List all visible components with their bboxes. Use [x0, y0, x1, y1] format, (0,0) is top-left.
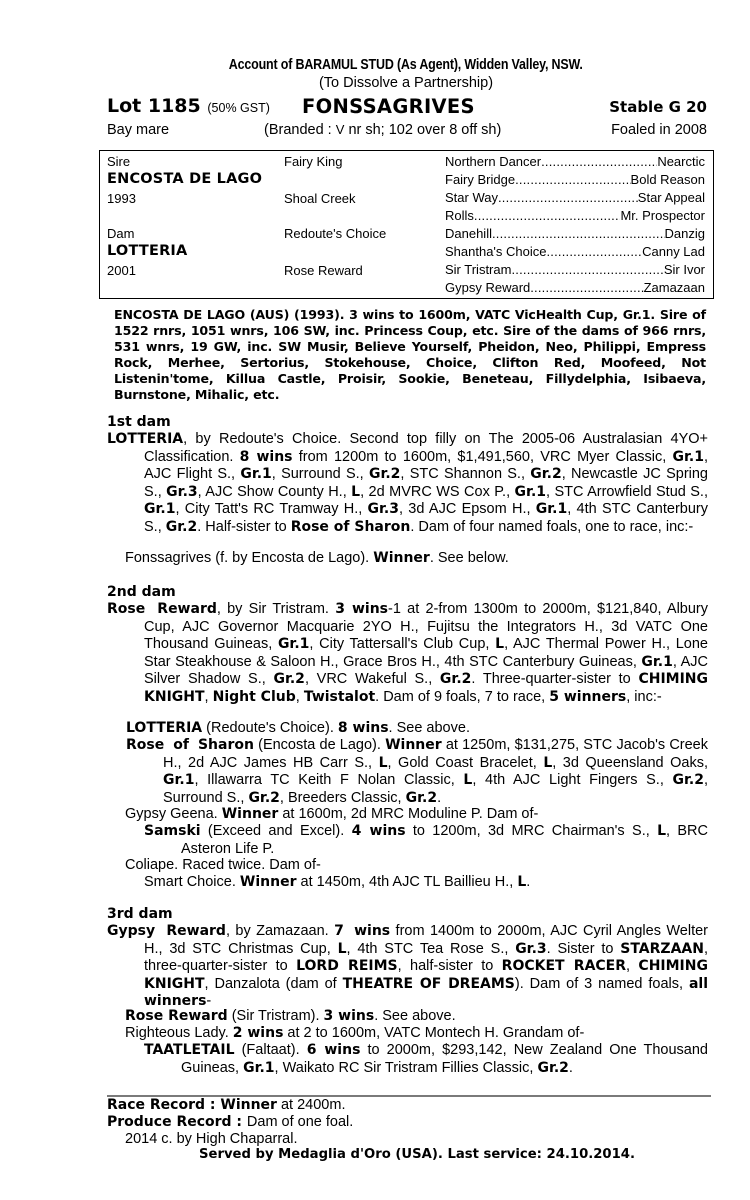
grade: Gr.2 [530, 466, 562, 482]
grade: Gr.1 [240, 466, 272, 482]
grade: L [337, 940, 347, 957]
text: . Raced twice. Dam of- [174, 857, 321, 873]
foaled-year: Foaled in 2008 [611, 122, 707, 138]
grade: Gr.1 [144, 501, 176, 517]
grade: Gr.2 [537, 1059, 569, 1076]
relative-name: CHIMING KNIGHT [144, 671, 709, 705]
gen3-row [445, 189, 705, 207]
text: , STC Arrowfield Stud S., [546, 483, 708, 500]
grade: Gr.3 [515, 940, 547, 957]
sale-note: (To Dissolve a Partnership) [318, 75, 494, 91]
text: (Exceed and Excel). [200, 823, 352, 839]
stable-location: Stable G 20 [609, 98, 707, 116]
text: - [206, 993, 212, 1009]
progeny-entry [126, 720, 706, 738]
text: . See above. [374, 1008, 456, 1024]
text: at 1450m, 4th AJC TL Baillieu H., [296, 874, 518, 890]
relative-name: LORD REIMS [296, 958, 398, 974]
progeny-entry [126, 737, 709, 807]
leader-dots [530, 279, 643, 297]
text: at 1600m, 2d MRC Moduline P. Dam of- [278, 806, 539, 822]
gen3-right: Nearctic [657, 154, 705, 169]
dam-name: LOTTERIA [107, 431, 184, 447]
leader-dots [511, 261, 663, 279]
grade: L [351, 483, 361, 500]
text: , Waikato RC Sir Tristram Fillies Classic, [274, 1059, 538, 1076]
text: . Sister to [546, 940, 621, 957]
second-dam-paragraph [107, 601, 709, 706]
text: , half-sister to [397, 958, 502, 974]
progeny-name: Righteous Lady [125, 1025, 225, 1041]
dam-dam: Rose Reward [284, 263, 363, 278]
sire-name: ENCOSTA DE LAGO [107, 171, 263, 187]
gen3-left: Gypsy Reward [445, 280, 531, 295]
text: , 4th STC Tea Rose S., [346, 940, 516, 957]
progeny-entry [125, 1025, 705, 1043]
dam-sire: Redoute's Choice [284, 226, 387, 241]
winners-count: all winners [144, 975, 708, 1009]
relative-name: CHIMING KNIGHT [144, 958, 708, 992]
relative-name: THEATRE OF DREAMS [342, 975, 515, 992]
wins: 8 wins [239, 448, 293, 465]
text: , Surround S., [163, 772, 708, 806]
gen3-right: Zamazaan [643, 280, 705, 295]
leader-dots [541, 153, 657, 171]
grade: Gr.2 [165, 518, 198, 535]
text: to 1200m, 3d MRC Chairman's S., [405, 823, 658, 839]
race-record-label: Race Record : [107, 1097, 221, 1113]
grade: Gr.2 [273, 671, 305, 687]
text: ). Dam of 3 named foals, [514, 975, 689, 992]
grade: Gr.2 [405, 789, 438, 806]
grade: Gr.3 [367, 501, 399, 517]
gen3-right: Sir Ivor [663, 262, 705, 277]
gen3-left: Fairy Bridge [445, 172, 516, 187]
text: , by Redoute's Choice. Second top filly on The 2005-06 Australasian 4YO+ Classification. [144, 431, 708, 465]
sire-dam: Shoal Creek [284, 191, 356, 206]
wins: 7 wins [334, 923, 391, 939]
first-dam-heading: 1st dam [107, 414, 171, 430]
result: Winner [385, 737, 442, 753]
leader-dots [498, 189, 638, 207]
race-record-text: at 2400m. [276, 1097, 346, 1113]
text: , Illawarra TC Keith F Nolan Classic, [194, 772, 464, 788]
text: from 1400m to 2000m, AJC Cyril Angles Welter H., 3d STC Christmas Cup, [144, 923, 708, 957]
text: . [568, 1059, 573, 1076]
text: at 2 to 1600m, VATC Montech H. Grandam of- [283, 1025, 585, 1041]
text: , City Tattersall's Club Cup, [309, 636, 496, 652]
produce-foal: 2014 c. by High Chaparral. [125, 1131, 298, 1147]
dam-name: LOTTERIA [107, 243, 188, 259]
text: , [295, 688, 304, 705]
text: , Surround S., [271, 466, 369, 482]
produce-record-label: Produce Record : [107, 1114, 247, 1130]
wins: 4 wins [351, 823, 406, 839]
text: , 4th AJC Light Fingers S., [472, 772, 673, 788]
race-record [107, 1097, 345, 1114]
relative-name: Rose of Sharon [290, 518, 411, 535]
text: , [204, 688, 213, 705]
vendor-account-text: Account of BARAMUL STUD (As Agent), Widden Valley, NSW. [229, 57, 583, 73]
text: . Dam of 9 foals, 7 to race, [375, 688, 550, 705]
relative-name: Night Club [212, 688, 296, 705]
gen3-right: Canny Lad [642, 244, 705, 259]
sire-summary: ENCOSTA DE LAGO (AUS) (1993). 3 wins to 1600m, VATC VicHealth Cup, Gr.1. Sire of 1522 rnrs, 1051 wnrs, 106 SW, inc. Princess Coup, etc. Sire of the dams of 966 rnrs, 531 wnrs, 19 GW, inc. SW Musir, Believe Yourself, Pheidon, Neo, Philippi, Empress Rock, Merhee, Sertorius, Stokehouse, Choice, Clifton Red, Moofeed, Not Listenin'tome, Killua Castle, Proisir, Sookie, Beneteau, Fillydelphia, Isibaeva, Burnstone, Mihalic, etc. [114, 307, 706, 402]
grade: Gr.2 [672, 772, 704, 788]
gst-note: (50% GST) [207, 101, 270, 115]
brand-description [264, 122, 501, 138]
text: (Sir Tristram). [227, 1008, 324, 1024]
grade: Gr.2 [439, 671, 472, 687]
text: , AJC Thermal Power H., Lone Star Steakhouse & Saloon H., Grace Bros H., 4th STC Canterbury Guineas, [144, 636, 708, 670]
text: , Breeders Classic, [279, 789, 406, 806]
text: , 3d AJC Epsom H., [399, 501, 536, 517]
gen3-row [445, 153, 705, 171]
text: , AJC Flight S., [144, 448, 708, 482]
gen3-left: Northern Dancer [445, 154, 542, 169]
text: , Gold Coast Bracelet, [387, 754, 544, 771]
third-dam-heading: 3rd dam [107, 906, 173, 922]
text: . Dam of four named foals, one to race, inc:- [410, 518, 694, 535]
text: , three-quarter-sister to [144, 940, 708, 974]
progeny-entry [144, 823, 708, 858]
progeny-name: Rose of Sharon [126, 737, 254, 753]
gen3-left: Shantha's Choice [445, 244, 547, 259]
text: , by Sir Tristram. [216, 601, 336, 617]
text: , by Zamazaan. [225, 923, 335, 939]
text: . Three-quarter-sister to [471, 671, 639, 687]
dam-name: Gypsy Reward [107, 923, 226, 939]
text: from 1200m to 1600m, $1,491,560, VRC Myer Classic, [292, 448, 673, 465]
vendor-account [0, 57, 750, 73]
dam-year: 2001 [107, 263, 136, 278]
brand-mark-icon: V [335, 122, 345, 137]
grade: L [543, 754, 553, 771]
result: Winner [239, 874, 297, 890]
text: , 4th STC Canterbury S., [144, 501, 708, 535]
brand-prefix: (Branded : [264, 122, 336, 138]
grade: L [378, 754, 388, 771]
progeny-name: TAATLETAIL [144, 1042, 235, 1058]
dam-name: Rose Reward [107, 601, 217, 617]
grade: Gr.1 [672, 448, 704, 465]
text: . See above. [388, 720, 470, 736]
text: , Newcastle JC Spring S., [144, 466, 708, 500]
gen3-right: Mr. Prospector [620, 208, 705, 223]
text: . [231, 874, 240, 890]
text: . [526, 874, 531, 890]
horse-details [107, 122, 707, 142]
gen3-row [445, 243, 705, 261]
produce-record [107, 1114, 353, 1131]
grade: Gr.3 [166, 483, 198, 500]
leader-dots [547, 243, 643, 261]
grade: Gr.1 [277, 636, 310, 652]
progeny-entry [125, 806, 705, 824]
text: , 2d MVRC WS Cox P., [360, 483, 515, 500]
wins: 2 wins [232, 1025, 284, 1041]
gen3-right: Bold Reason [630, 172, 705, 187]
leader-dots [515, 171, 630, 189]
leader-dots [474, 207, 621, 225]
grade: L [517, 874, 527, 890]
grade: L [495, 636, 505, 652]
gen3-row [445, 279, 705, 297]
text: -1 at 2-from 1300m to 2000m, $121,840, Albury Cup, AJC Governor Macquarie 2YO H., Fujitsu the Integrators H., 3d VATC One Thousand Guineas, [144, 601, 708, 652]
grade: Gr.1 [163, 772, 195, 788]
gen3-row [445, 171, 705, 189]
text: . See below. [429, 550, 509, 566]
grade: L [463, 772, 473, 788]
grade: Gr.1 [514, 483, 547, 500]
lot-number [107, 95, 270, 117]
third-dam-paragraph [107, 923, 708, 1011]
wins: 8 wins [337, 720, 389, 736]
text: at 1250m, $131,275, STC Jacob's Creek H., 2d AJC James HB Carr S., [163, 737, 709, 771]
gen3-right: Star Appeal [637, 190, 705, 205]
text: (Encosta de Lago). [253, 737, 386, 753]
dam-label: Dam [107, 226, 135, 241]
sire-year: 1993 [107, 191, 136, 206]
grade: Gr.2 [248, 789, 280, 806]
brand-suffix: nr sh; 102 over 8 off sh) [344, 122, 502, 138]
text: , 3d Queensland Oaks, [552, 754, 708, 771]
progeny-entry [144, 1042, 708, 1077]
progeny-name: Samski [144, 823, 201, 839]
gen3-left: Danehill [445, 226, 492, 241]
text: (Faltaat). [234, 1042, 307, 1058]
text: , AJC Silver Shadow S., [144, 653, 708, 687]
gen3-row [445, 225, 705, 243]
grade: L [657, 823, 666, 839]
progeny-entry [125, 857, 705, 875]
text: , City Tatt's RC Tramway H., [175, 501, 368, 517]
colour-sex: Bay mare [107, 122, 170, 138]
gen3-right: Danzig [664, 226, 705, 241]
gen3-row [445, 207, 705, 225]
pedigree-table [99, 150, 714, 299]
wins: 3 wins [335, 601, 389, 617]
progeny-entry [144, 874, 724, 892]
wins: 3 wins [323, 1008, 375, 1024]
grade: Gr.1 [535, 501, 568, 517]
text: (Redoute's Choice). [202, 720, 338, 736]
text: , BRC Asteron Life P. [181, 823, 708, 857]
text: , AJC Show County H., [197, 483, 352, 500]
second-dam-heading: 2nd dam [107, 584, 176, 600]
relative-name: ROCKET RACER [501, 958, 627, 974]
relative-name: Twistalot [303, 688, 376, 705]
sire-label: Sire [107, 154, 131, 169]
gen3-row [445, 261, 705, 279]
progeny-entry [125, 1008, 705, 1026]
race-record-result: Winner [220, 1097, 277, 1113]
produce-record-text: Dam of one foal. [246, 1114, 354, 1130]
grade: Gr.1 [641, 653, 673, 670]
lot-label: Lot 1185 [107, 95, 201, 117]
progeny-name: Rose Reward [125, 1008, 228, 1024]
first-dam-foal [125, 550, 705, 568]
result: Winner [373, 550, 430, 566]
leader-dots [492, 225, 665, 243]
relative-name: STARZAAN [620, 940, 704, 957]
grade: Gr.2 [368, 466, 401, 482]
progeny-name: Smart Choice [144, 874, 232, 890]
progeny-name: Coliape [125, 857, 175, 873]
text: , VRC Wakeful S., [304, 671, 440, 687]
wins: 6 wins [306, 1042, 361, 1058]
text: Fonssagrives (f. by Encosta de Lago). [125, 550, 374, 566]
text: , [626, 958, 639, 974]
grade: Gr.1 [243, 1059, 275, 1076]
winners-count: 5 winners [549, 688, 627, 705]
gen3-left: Sir Tristram [445, 262, 512, 277]
gen3-left: Star Way [445, 190, 498, 205]
gen3-left: Rolls [445, 208, 474, 223]
text: to 2000m, $293,142, New Zealand One Thousand Guineas, [181, 1042, 708, 1076]
text: . [224, 1025, 233, 1041]
text: . Half-sister to [197, 518, 291, 535]
lot-line [107, 95, 707, 121]
progeny-name: LOTTERIA [126, 720, 203, 736]
horse-name: FONSSAGRIVES [302, 95, 475, 118]
progeny-name: Gypsy Geena [125, 806, 214, 822]
text: , inc:- [626, 688, 662, 705]
text: , STC Shannon S., [400, 466, 531, 482]
result: Winner [221, 806, 279, 822]
text: . [213, 806, 222, 822]
text: . [437, 789, 442, 806]
service-status: Served by Medaglia d'Oro (USA). Last service: 24.10.2014. [199, 1147, 635, 1162]
text: , Danzalota (dam of [204, 975, 343, 992]
first-dam-paragraph [107, 431, 708, 536]
sire-sire: Fairy King [284, 154, 343, 169]
